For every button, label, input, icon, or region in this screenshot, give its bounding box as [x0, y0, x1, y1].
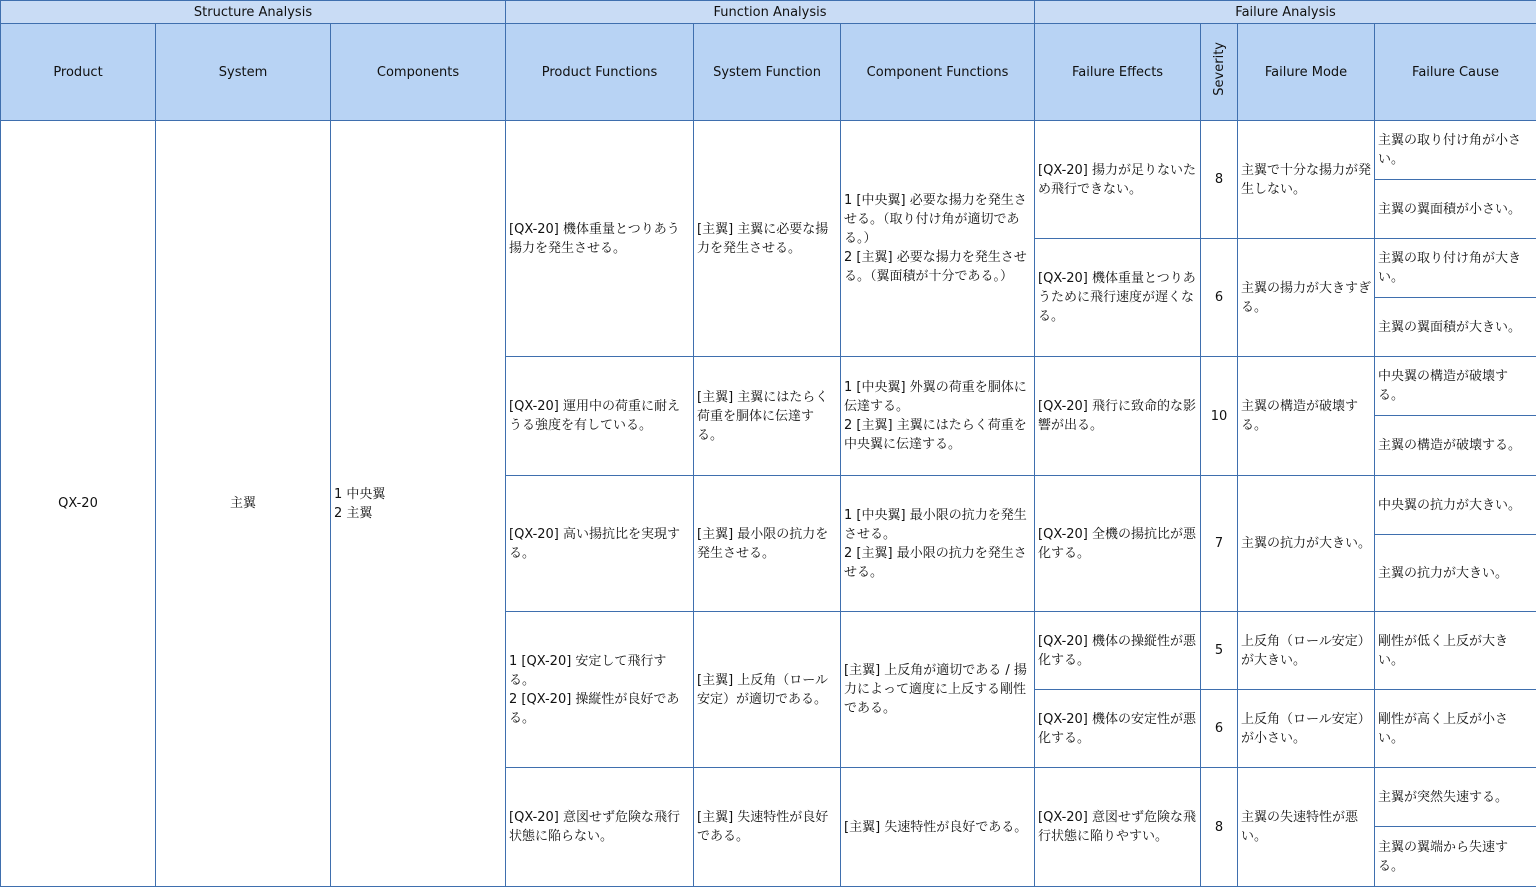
header-product-functions: Product Functions: [506, 24, 694, 121]
system-function-cell: [主翼] 主翼にはたらく荷重を胴体に伝達する。: [694, 357, 841, 476]
failure-mode-cell: 主翼で十分な揚力が発生しない。: [1238, 121, 1375, 239]
failure-mode-cell: 主翼の失速特性が悪い。: [1238, 768, 1375, 887]
failure-cause-cell: 主翼の翼端から失速する。: [1375, 827, 1536, 887]
system-cell: 主翼: [156, 121, 331, 887]
failure-mode-cell: 上反角（ロール安定）が小さい。: [1238, 690, 1375, 768]
group-structure-analysis: Structure Analysis: [1, 1, 506, 24]
header-failure-cause: Failure Cause: [1375, 24, 1536, 121]
failure-cause-cell: 主翼の翼面積が大きい。: [1375, 298, 1536, 357]
header-product: Product: [1, 24, 156, 121]
component-functions-cell: 1 [中央翼] 最小限の抗力を発生させる。 2 [主翼] 最小限の抗力を発生させる。: [841, 476, 1035, 612]
failure-cause-cell: 中央翼の構造が破壊する。: [1375, 357, 1536, 416]
severity-cell: 8: [1201, 768, 1238, 887]
severity-cell: 6: [1201, 690, 1238, 768]
header-system-function: System Function: [694, 24, 841, 121]
failure-effect-cell: [QX-20] 全機の揚抗比が悪化する。: [1035, 476, 1201, 612]
failure-mode-cell: 主翼の抗力が大きい。: [1238, 476, 1375, 612]
failure-cause-cell: 主翼の取り付け角が大きい。: [1375, 239, 1536, 298]
failure-effect-cell: [QX-20] 揚力が足りないため飛行できない。: [1035, 121, 1201, 239]
severity-cell: 10: [1201, 357, 1238, 476]
severity-cell: 5: [1201, 612, 1238, 690]
failure-cause-cell: 主翼が突然失速する。: [1375, 768, 1536, 827]
failure-mode-cell: 主翼の構造が破壊する。: [1238, 357, 1375, 476]
group-function-analysis: Function Analysis: [506, 1, 1035, 24]
failure-mode-cell: 主翼の揚力が大きすぎる。: [1238, 239, 1375, 357]
severity-cell: 7: [1201, 476, 1238, 612]
product-function-cell: 1 [QX-20] 安定して飛行する。 2 [QX-20] 操縦性が良好である。: [506, 612, 694, 768]
failure-effect-cell: [QX-20] 飛行に致命的な影響が出る。: [1035, 357, 1201, 476]
severity-cell: 8: [1201, 121, 1238, 239]
header-severity: [1201, 24, 1238, 121]
system-function-cell: [主翼] 失速特性が良好である。: [694, 768, 841, 887]
system-function-cell: [主翼] 上反角（ロール安定）が適切である。: [694, 612, 841, 768]
failure-effect-cell: [QX-20] 機体重量とつりあうために飛行速度が遅くなる。: [1035, 239, 1201, 357]
product-function-cell: [QX-20] 機体重量とつりあう揚力を発生させる。: [506, 121, 694, 357]
header-components: Components: [331, 24, 506, 121]
component-functions-cell: [主翼] 失速特性が良好である。: [841, 768, 1035, 887]
column-header-row: [1, 24, 1536, 121]
fmea-body: [1, 121, 1536, 887]
product-cell: QX-20: [1, 121, 156, 887]
components-cell: 1 中央翼 2 主翼: [331, 121, 506, 887]
header-failure-effects: Failure Effects: [1035, 24, 1201, 121]
group-failure-analysis: Failure Analysis: [1035, 1, 1536, 24]
table-row: [1, 121, 1536, 180]
system-function-cell: [主翼] 主翼に必要な揚力を発生させる。: [694, 121, 841, 357]
product-function-cell: [QX-20] 意図せず危険な飛行状態に陥らない。: [506, 768, 694, 887]
failure-cause-cell: 主翼の構造が破壊する。: [1375, 416, 1536, 476]
failure-cause-cell: 剛性が低く上反が大きい。: [1375, 612, 1536, 690]
failure-cause-cell: 主翼の抗力が大きい。: [1375, 535, 1536, 612]
group-header-row: [1, 1, 1536, 24]
failure-effect-cell: [QX-20] 意図せず危険な飛行状態に陥りやすい。: [1035, 768, 1201, 887]
header-failure-mode: Failure Mode: [1238, 24, 1375, 121]
failure-effect-cell: [QX-20] 機体の操縦性が悪化する。: [1035, 612, 1201, 690]
header-component-functions: Component Functions: [841, 24, 1035, 121]
component-functions-cell: 1 [中央翼] 必要な揚力を発生させる。（取り付け角が適切である。） 2 [主翼] 必要な揚力を発生させる。（翼面積が十分である。）: [841, 121, 1035, 357]
failure-cause-cell: 中央翼の抗力が大きい。: [1375, 476, 1536, 535]
failure-cause-cell: 主翼の翼面積が小さい。: [1375, 180, 1536, 239]
failure-effect-cell: [QX-20] 機体の安定性が悪化する。: [1035, 690, 1201, 768]
failure-mode-cell: 上反角（ロール安定）が大きい。: [1238, 612, 1375, 690]
component-functions-cell: 1 [中央翼] 外翼の荷重を胴体に伝達する。 2 [主翼] 主翼にはたらく荷重を中央翼に伝達する。: [841, 357, 1035, 476]
product-function-cell: [QX-20] 運用中の荷重に耐えうる強度を有している。: [506, 357, 694, 476]
product-function-cell: [QX-20] 高い揚抗比を実現する。: [506, 476, 694, 612]
severity-label: Severity: [1211, 42, 1227, 96]
severity-cell: 6: [1201, 239, 1238, 357]
header-system: System: [156, 24, 331, 121]
failure-cause-cell: 主翼の取り付け角が小さい。: [1375, 121, 1536, 180]
component-functions-cell: [主翼] 上反角が適切である / 揚力によって適度に上反する剛性である。: [841, 612, 1035, 768]
system-function-cell: [主翼] 最小限の抗力を発生させる。: [694, 476, 841, 612]
failure-cause-cell: 剛性が高く上反が小さい。: [1375, 690, 1536, 768]
